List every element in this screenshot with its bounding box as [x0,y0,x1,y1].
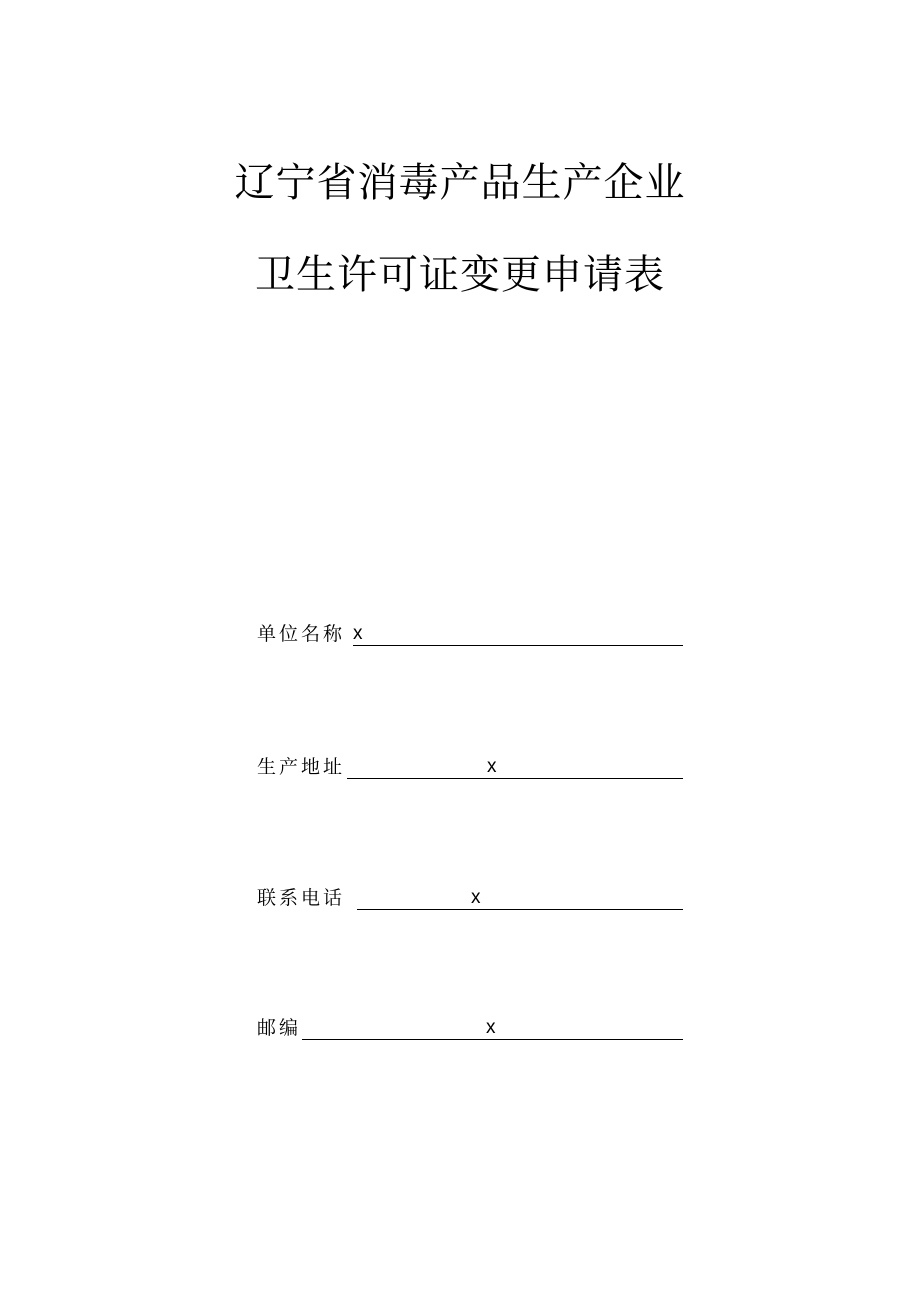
address-label: 生产地址 [257,756,346,778]
zip-row [257,1014,683,1040]
address-blank[interactable] [347,756,683,779]
unit-name-blank[interactable] [353,623,683,646]
phone-row [257,884,683,910]
zip-value: x [486,1017,496,1038]
phone-label: 联系电话 [257,887,346,909]
document-title-line-1: 辽宁省消毒产品生产企业 [234,160,686,206]
unit-name-label: 单位名称 [257,623,346,645]
unit-name-value: x [353,623,363,644]
address-row [257,753,683,779]
phone-blank[interactable] [357,887,683,910]
zip-label: 邮编 [257,1017,302,1039]
zip-blank[interactable] [302,1017,683,1040]
unit-name-row [257,620,683,646]
phone-value: x [471,887,481,908]
document-title-line-2: 卫生许可证变更申请表 [255,252,665,298]
address-value: x [487,756,497,777]
